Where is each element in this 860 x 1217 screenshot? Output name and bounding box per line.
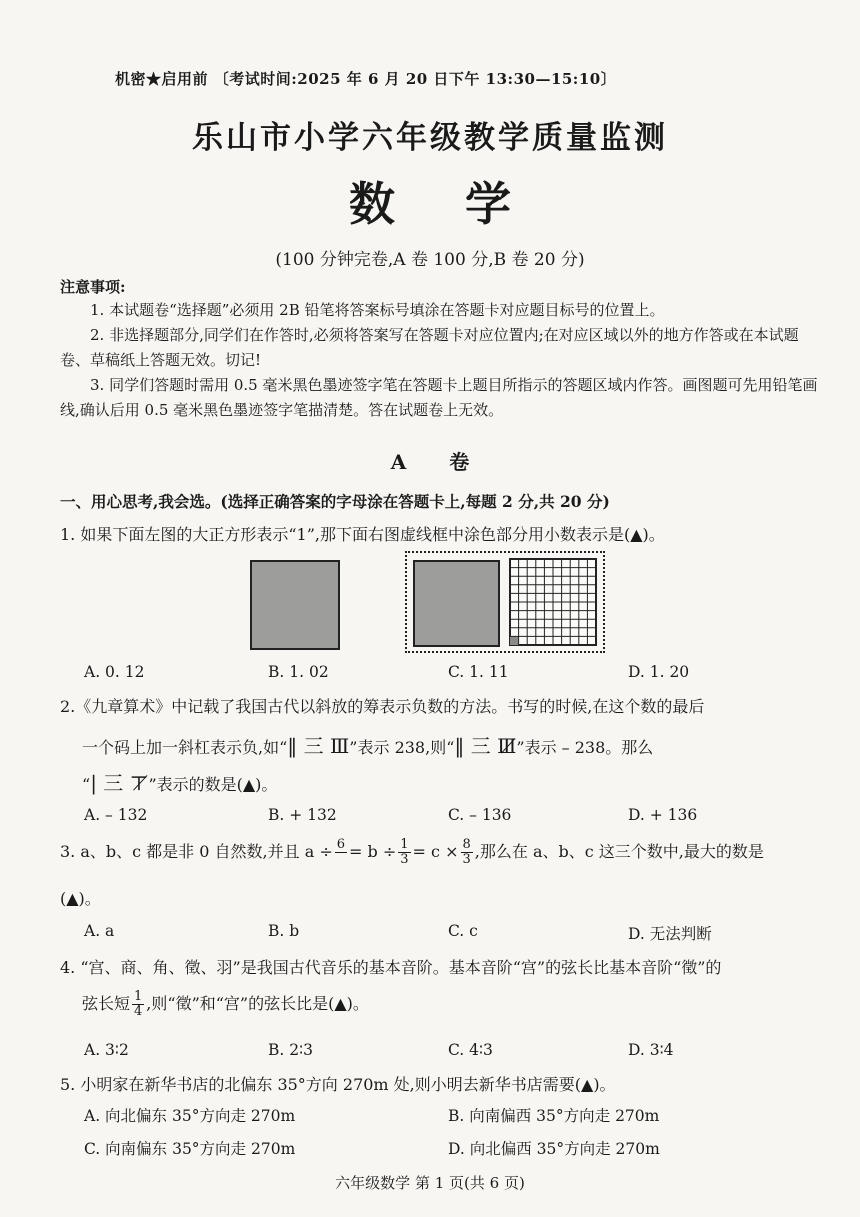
q2-option-d: D. + 136 bbox=[628, 806, 698, 824]
q1-stem: 1. 如果下面左图的大正方形表示“1”,那下面右图虚线框中涂色部分用小数表示是(▲)。 bbox=[60, 525, 665, 544]
notice-item-1: 1. 本试题卷“选择题”必须用 2B 铅笔将答案标号填涂在答题卡对应题目标号的位置上。 bbox=[90, 301, 665, 319]
q4-option-c: C. 4∶3 bbox=[448, 1041, 493, 1059]
q1-option-a: A. 0. 12 bbox=[84, 663, 145, 681]
unit-square-figure bbox=[250, 560, 340, 650]
q4-line-2: 弦长短 $\frac{1}{4}$ ,则“徵”和“宫”的弦长比是(▲)。 bbox=[82, 989, 369, 1019]
q3-option-d: D. 无法判断 bbox=[628, 925, 712, 943]
q1-option-d: D. 1. 20 bbox=[628, 663, 690, 681]
q4-option-a: A. 3∶2 bbox=[84, 1041, 129, 1059]
rod-numeral-neg-238: ‖ 三 Ⅲ̸ bbox=[454, 734, 517, 758]
q2-line-2: 一个码上加一斜杠表示负,如“‖ 三 Ⅲ”表示 238,则“‖ 三 Ⅲ̸”表示 – 238。那么 bbox=[82, 734, 654, 758]
rod-numeral-question: | 三 ⊤̸ bbox=[90, 771, 149, 795]
q3-line-1: 3. a、b、c 都是非 0 自然数,并且 a ÷ 6 = b ÷ $\frac{1}{3}$ = c × $\frac{8}{3}$ ,那么在 a、b、c 这三个数中,最大的数是 bbox=[60, 837, 764, 867]
page-footer: 六年级数学 第 1 页(共 6 页) bbox=[335, 1174, 525, 1192]
q3-line-2: (▲)。 bbox=[60, 889, 101, 908]
q3-option-a: A. a bbox=[84, 922, 115, 940]
exam-title: 乐山市小学六年级教学质量监测 bbox=[192, 120, 668, 156]
q4-line-1: 4. “宫、商、角、徵、羽”是我国古代音乐的基本音阶。基本音阶“宫”的弦长比基本音阶“徵”的 bbox=[60, 958, 722, 977]
q1-option-c: C. 1. 11 bbox=[448, 663, 509, 681]
hundredths-grid-figure bbox=[509, 558, 597, 646]
q2-line-3: “| 三 ⊤̸”表示的数是(▲)。 bbox=[82, 771, 278, 795]
q5-option-b: B. 向南偏西 35°方向走 270m bbox=[448, 1107, 660, 1125]
q3-fraction-3: $\frac{8}{3}$ bbox=[462, 837, 471, 867]
q5-stem: 5. 小明家在新华书店的北偏东 35°方向 270m 处,则小明去新华书店需要(▲)。 bbox=[60, 1075, 616, 1094]
subject-title: 数学 bbox=[349, 177, 581, 231]
q4-option-d: D. 3∶4 bbox=[628, 1041, 674, 1059]
q2-option-b: B. + 132 bbox=[268, 806, 337, 824]
notice-item-3: 3. 同学们答题时需用 0.5 毫米黑色墨迹签字笔在答题卡上题目所指示的答题区域内作答。画图题可先用铅笔画线,确认后用 0.5 毫米黑色墨迹签字笔描清楚。答在试题卷上无效。 bbox=[60, 376, 818, 419]
q3-fraction-2: $\frac{1}{3}$ bbox=[400, 837, 409, 867]
shaded-square-figure bbox=[413, 560, 500, 647]
q5-option-a: A. 向北偏东 35°方向走 270m bbox=[84, 1107, 296, 1125]
score-note: (100 分钟完卷,A 卷 100 分,B 卷 20 分) bbox=[275, 250, 585, 270]
notice-item-2: 2. 非选择题部分,同学们在作答时,必须将答案写在答题卡对应位置内;在对应区域以外的地方作答或在本试题卷、草稿纸上答题无效。切记! bbox=[60, 326, 799, 369]
q3-option-b: B. b bbox=[268, 922, 300, 940]
q1-option-b: B. 1. 02 bbox=[268, 663, 329, 681]
notices-heading: 注意事项: bbox=[60, 278, 126, 296]
q2-option-a: A. – 132 bbox=[84, 806, 148, 824]
q5-option-d: D. 向北偏西 35°方向走 270m bbox=[448, 1140, 660, 1158]
rod-numeral-238: ‖ 三 Ⅲ bbox=[287, 734, 350, 758]
q2-line-1: 2.《九章算术》中记载了我国古代以斜放的筹表示负数的方法。书写的时候,在这个数的最后 bbox=[60, 697, 705, 716]
q3-option-c: C. c bbox=[448, 922, 478, 940]
section-a-title: A 卷 bbox=[390, 450, 488, 474]
q3-fraction-1: 6 bbox=[336, 837, 346, 852]
q4-option-b: B. 2∶3 bbox=[268, 1041, 314, 1059]
q5-option-c: C. 向南偏东 35°方向走 270m bbox=[84, 1140, 296, 1158]
confidential-line: 机密★启用前 〔考试时间:2025 年 6 月 20 日下午 13:30—15:10〕 bbox=[115, 70, 617, 88]
part1-heading: 一、用心思考,我会选。(选择正确答案的字母涂在答题卡上,每题 2 分,共 20 分) bbox=[60, 492, 610, 511]
q4-fraction: $\frac{1}{4}$ bbox=[134, 989, 143, 1019]
q2-option-c: C. – 136 bbox=[448, 806, 512, 824]
